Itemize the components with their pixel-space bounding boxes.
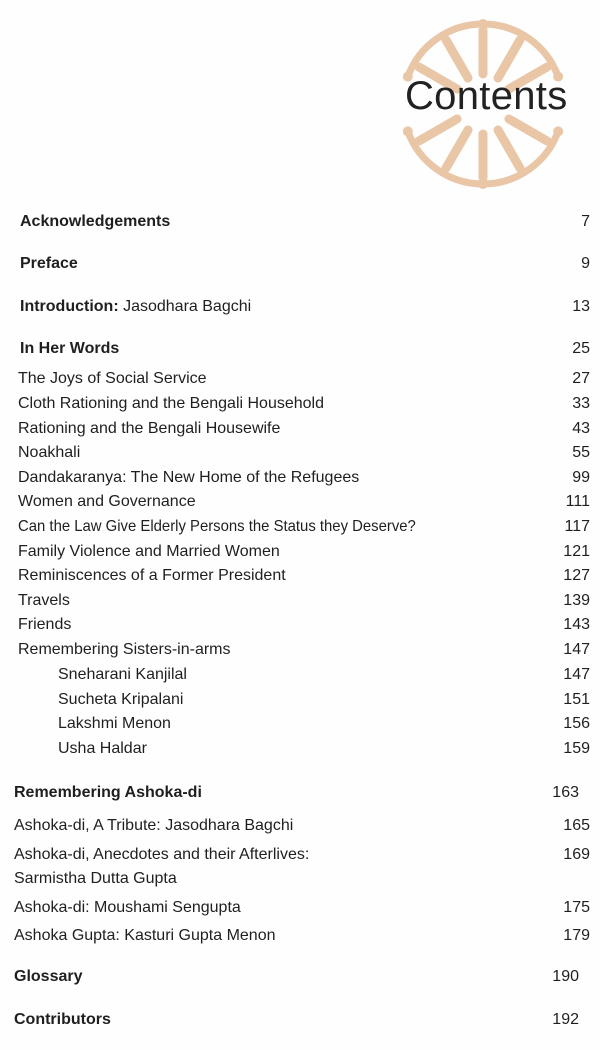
toc-entry-page: 13 [572,298,590,315]
toc-entry-page: 127 [563,567,590,584]
toc-entry-title: Dandakaranya: The New Home of the Refugees [18,469,360,486]
toc-entry-title: Women and Governance [18,493,196,510]
toc-entry-author: Jasodhara Bagchi [118,298,252,315]
toc-entry-page: 179 [563,927,590,944]
toc-entry-page: 143 [563,616,590,633]
toc-entry-page: 151 [563,691,590,708]
toc-entry-page: 147 [563,641,590,658]
toc-entry-title: Ashoka-di, Anecdotes and their Afterlives: [14,846,310,863]
wheel-knob [478,19,488,29]
toc-entry-page: 99 [572,469,590,486]
toc-entry-title: Usha Haldar [58,740,147,757]
toc-entry-page: 111 [565,493,590,510]
toc-entry-page: 43 [572,420,590,437]
toc-entry-title: Ashoka Gupta: Kasturi Gupta Menon [14,927,276,944]
toc-entry-page: 7 [581,213,590,230]
toc-entry-page: 117 [564,518,590,535]
toc-entry-title: In Her Words [20,340,120,357]
wheel-knob [478,179,488,189]
wheel-knob [553,126,563,136]
toc-entry-page: 175 [563,899,590,916]
toc-entry-title: Rationing and the Bengali Housewife [18,420,281,437]
wheel-spoke [446,130,468,168]
toc-entry-title: Reminiscences of a Former President [18,567,286,584]
toc-entry-title: Travels [18,592,70,609]
toc-entry-title: Contributors [14,1011,111,1028]
toc-entry-page: 163 [552,784,579,801]
wheel-knob [403,126,413,136]
toc-entry-title: Lakshmi Menon [58,715,171,732]
toc-entry-title: Ashoka-di, A Tribute: Jasodhara Bagchi [14,817,294,834]
toc-entry-label: Introduction: [20,298,119,315]
toc-entry-page: 159 [563,740,590,757]
toc-entry-page: 147 [563,666,590,683]
toc-entry-page: 55 [572,444,590,461]
toc-entry-page: 192 [552,1011,579,1028]
toc-entry-page: 27 [572,370,590,387]
toc-entry-title: Can the Law Give Elderly Persons the Status they Deserve? [18,518,416,535]
wheel-spoke [419,119,457,141]
toc-entry-title: Remembering Ashoka-di [14,784,202,801]
toc-entry-title: Sucheta Kripalani [58,691,184,708]
toc-entry-title: Ashoka-di: Moushami Sengupta [14,899,241,916]
toc-entry-title: Preface [20,255,78,272]
toc-entry-page: 169 [563,846,590,863]
toc-entry-page: 25 [572,340,590,357]
toc-entry-title: Family Violence and Married Women [18,543,280,560]
wheel-spoke [446,40,468,78]
toc-entry-page: 156 [563,715,590,732]
wheel-spoke [509,119,547,141]
wheel-spoke [498,130,520,168]
toc-entry-title: Cloth Rationing and the Bengali Household [18,395,324,412]
toc-entry-title: The Joys of Social Service [18,370,207,387]
toc-entry-title: Sneharani Kanjilal [58,666,187,683]
toc-entry-page: 165 [563,817,590,834]
toc-entry-page: 190 [552,968,579,985]
toc-entry-title: Glossary [14,968,83,985]
toc-entry-title: Remembering Sisters-in-arms [18,641,231,658]
toc-entry-page: 9 [581,255,590,272]
toc-entry-title: Noakhali [18,444,81,461]
toc-entry-page: 139 [563,592,590,609]
toc-entry-page: 121 [563,543,590,560]
toc-entry-title [20,295,251,319]
wheel-spoke [498,40,520,78]
page-title: Contents [405,74,568,118]
toc-entry-title: Friends [18,616,72,633]
toc-entry-title: Sarmistha Dutta Gupta [14,870,177,887]
toc-entry-page: 33 [572,395,590,412]
toc-entry-title: Acknowledgements [20,213,171,230]
